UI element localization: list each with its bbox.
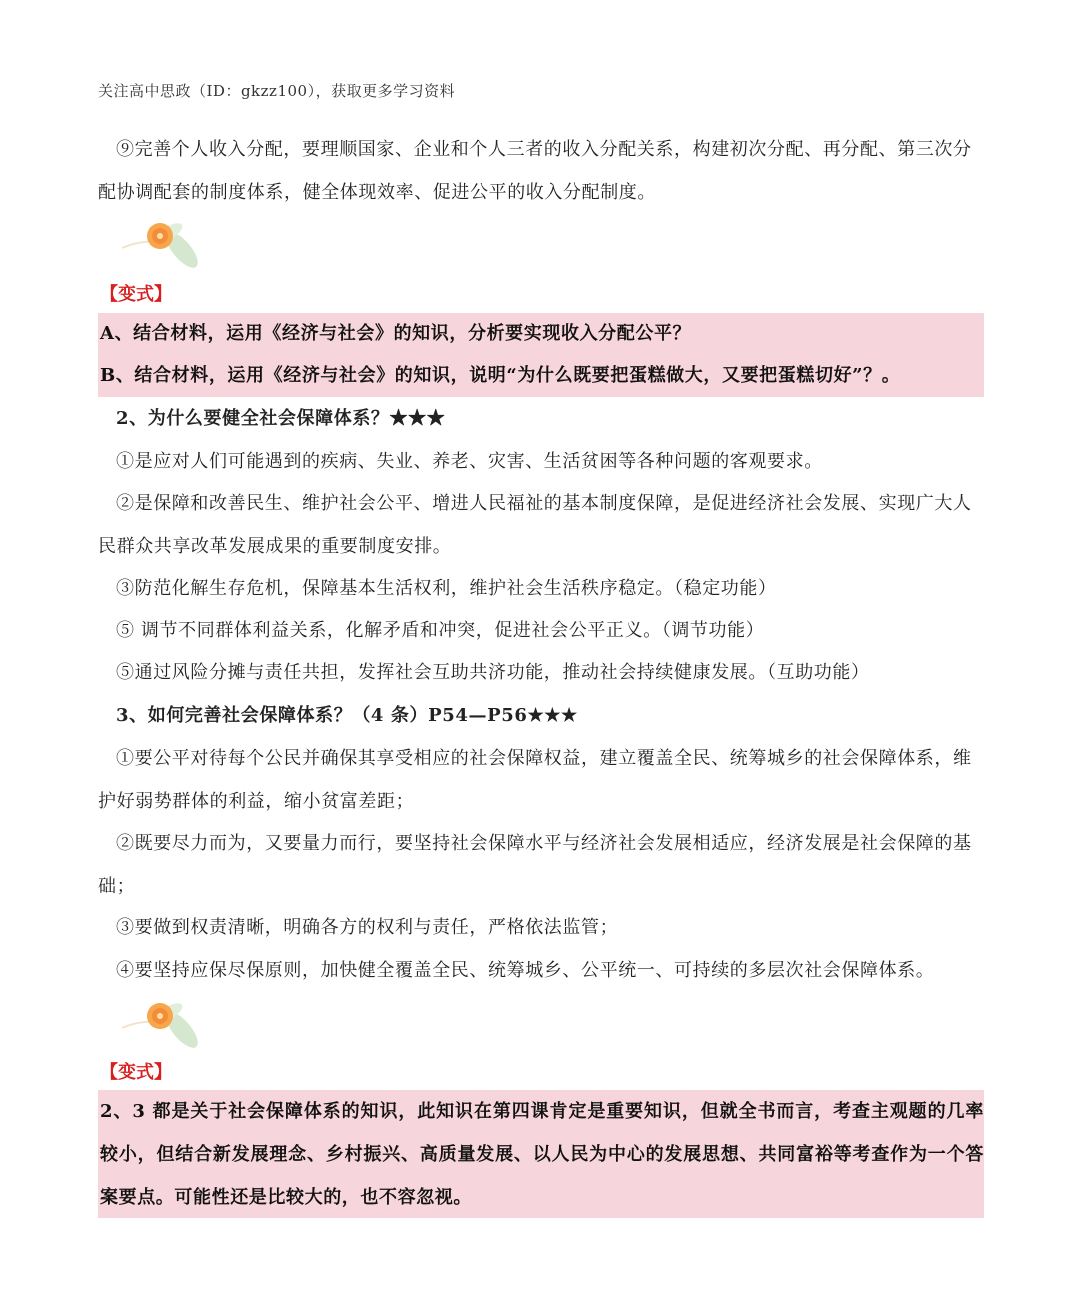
variant-label: 【变式】 xyxy=(100,284,172,305)
variant-label-2: 【变式】 xyxy=(100,1062,172,1083)
variant-question-b: B、结合材料，运用《经济与社会》的知识，说明“为什么既要把蛋糕做大，又要把蛋糕切好”？。 xyxy=(100,365,901,386)
q2-item-4: ⑤ 调节不同群体利益关系，化解矛盾和冲突，促进社会公平正义。（调节功能） xyxy=(116,620,765,641)
variant-question-a: A、结合材料，运用《经济与社会》的知识，分析要实现收入分配公平？ xyxy=(100,323,692,344)
variant-questions-box xyxy=(98,313,984,397)
q2-item-2: ②是保障和改善民生、维护社会公平、增进人民福祉的基本制度保障，是促进经济社会发展、实现广大人民群众共享改革发展成果的重要制度安排。 xyxy=(98,493,972,557)
page-header: 关注高中思政（ID：gkzz100），获取更多学习资料 xyxy=(98,82,456,100)
q2-item-3: ③防范化解生存危机，保障基本生活权利，维护社会生活秩序稳定。（稳定功能） xyxy=(116,578,777,599)
flower-decoration-icon xyxy=(120,210,210,280)
q2-item-5: ⑤通过风险分摊与责任共担，发挥社会互助共济功能，推动社会持续健康发展。（互助功能） xyxy=(116,662,870,683)
question-3-title: 3、如何完善社会保障体系？（4 条）P54—P56★★★ xyxy=(116,705,578,726)
q3-item-4: ④要坚持应保尽保原则，加快健全覆盖全民、统筹城乡、公平统一、可持续的多层次社会保障体系。 xyxy=(116,960,935,981)
q3-item-1: ①要公平对待每个公民并确保其享受相应的社会保障权益，建立覆盖全民、统筹城乡的社会保障体系，维护好弱势群体的利益，缩小贫富差距； xyxy=(98,748,972,812)
q3-item-2: ②既要尽力而为，又要量力而行，要坚持社会保障水平与经济社会发展相适应，经济发展是社会保障的基础； xyxy=(98,833,972,897)
flower-decoration-icon-2 xyxy=(120,990,210,1060)
income-distribution-item: ⑨完善个人收入分配，要理顺国家、企业和个人三者的收入分配关系，构建初次分配、再分配、第三次分配协调配套的制度体系，健全体现效率、促进公平的收入分配制度。 xyxy=(98,139,972,203)
q2-item-1: ①是应对人们可能遇到的疾病、失业、养老、灾害、生活贫困等各种问题的客观要求。 xyxy=(116,451,823,472)
question-2-title: 2、为什么要健全社会保障体系？★★★ xyxy=(116,408,446,429)
variant-note-text: 2、3 都是关于社会保障体系的知识，此知识在第四课肯定是重要知识，但就全书而言，考查主观题的几率较小，但结合新发展理念、乡村振兴、高质量发展、以人民为中心的发展思想、共同富裕等考查作为一个答案要点。可能性还是比较大的，也不容忽视。 xyxy=(100,1101,984,1208)
variant-note-box xyxy=(98,1090,984,1218)
q3-item-3: ③要做到权责清晰，明确各方的权利与责任，严格依法监管； xyxy=(116,917,619,938)
